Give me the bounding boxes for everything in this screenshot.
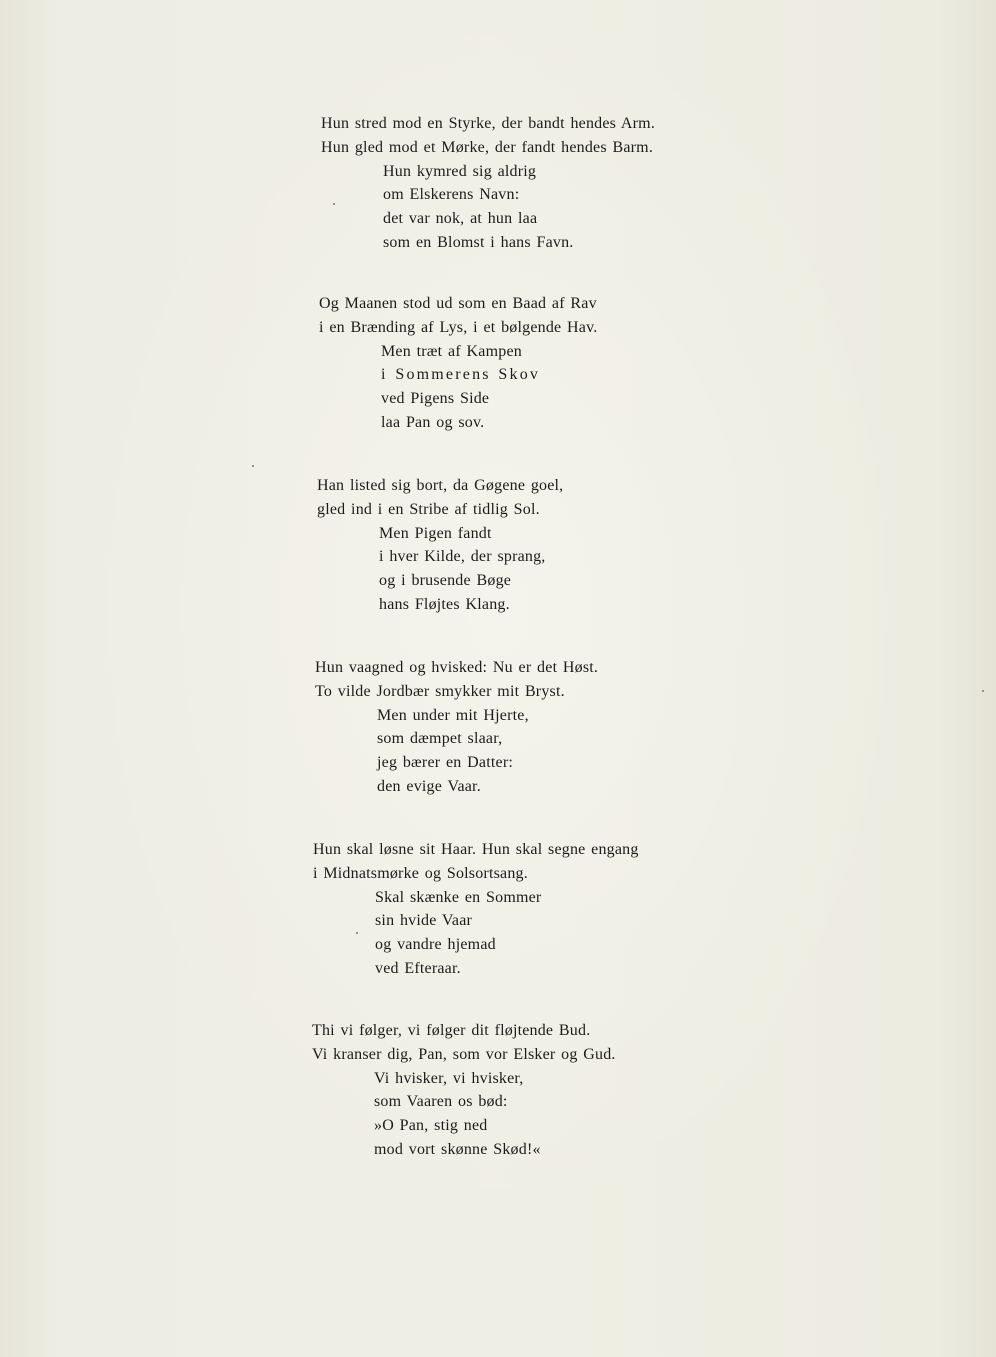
poem-line: i Midnatsmørke og Solsortsang.: [313, 864, 528, 882]
poem-line: Men Pigen fandt: [379, 524, 492, 542]
poem-line: det var nok, at hun laa: [383, 210, 538, 228]
poem-line: om Elskerens Navn:: [383, 186, 520, 204]
poem-line: laa Pan og sov.: [381, 413, 485, 431]
poem-line: jeg bærer en Datter:: [377, 754, 513, 772]
poem-line: som en Blomst i hans Favn.: [383, 233, 574, 251]
poem-line: Thi vi følger, vi følger dit fløjtende Bud.: [312, 1022, 591, 1039]
poem-line: Hun gled mod et Mørke, der fandt hendes Barm.: [321, 138, 654, 156]
poem-line: og vandre hjemad: [375, 936, 496, 954]
poem-line: Skal skænke en Sommer: [375, 888, 542, 906]
poem-line: og i brusende Bøge: [379, 572, 512, 590]
poem-line: sin hvide Vaar: [375, 912, 473, 930]
poem-line: Hun kymred sig aldrig: [383, 162, 537, 180]
poem-line: Vi kranser dig, Pan, som vor Elsker og Gud.: [312, 1045, 616, 1063]
poem-line: Hun skal løsne sit Haar. Hun skal segne engang: [313, 841, 639, 858]
poem-line: Hun stred mod en Styrke, der bandt hendes Arm.: [321, 115, 656, 132]
poem-line: Vi hvisker, vi hvisker,: [374, 1069, 524, 1087]
poem-line: gled ind i en Stribe af tidlig Sol.: [317, 500, 540, 518]
poem-line: mod vort skønne Skød!«: [374, 1140, 541, 1158]
stanza-4: [315, 656, 735, 799]
poem-line: som dæmpet slaar,: [377, 730, 503, 748]
stanza-1: [321, 112, 741, 255]
poem-line: Hun vaagned og hvisked: Nu er det Høst.: [315, 659, 599, 676]
poem-line: hans Fløjtes Klang.: [379, 595, 510, 613]
poem-line: i hver Kilde, der sprang,: [379, 548, 546, 566]
poem-line: ved Efteraar.: [375, 959, 461, 977]
poem-line: Han listed sig bort, da Gøgene goel,: [317, 477, 564, 494]
stanza-6: [312, 1019, 732, 1162]
paper-speck: [982, 690, 984, 692]
poem-line: To vilde Jordbær smykker mit Bryst.: [315, 682, 565, 700]
poem-line: i en Brænding af Lys, i et bølgende Hav.: [319, 318, 598, 336]
poem-line: »O Pan, stig ned: [374, 1117, 488, 1135]
poem-line: i Sommerens Skov: [381, 366, 541, 384]
stanza-3: [317, 474, 737, 617]
poem-line: den evige Vaar.: [377, 777, 481, 795]
poem-line: som Vaaren os bød:: [374, 1093, 508, 1111]
stanza-2: [319, 292, 739, 435]
poem-line: Men træt af Kampen: [381, 342, 522, 360]
poem-line: ved Pigens Side: [381, 390, 490, 408]
paper-speck: [252, 465, 254, 467]
poem-line: Men under mit Hjerte,: [377, 706, 529, 724]
stanza-5: [313, 838, 733, 981]
poem-line: Og Maanen stod ud som en Baad af Rav: [319, 295, 597, 312]
